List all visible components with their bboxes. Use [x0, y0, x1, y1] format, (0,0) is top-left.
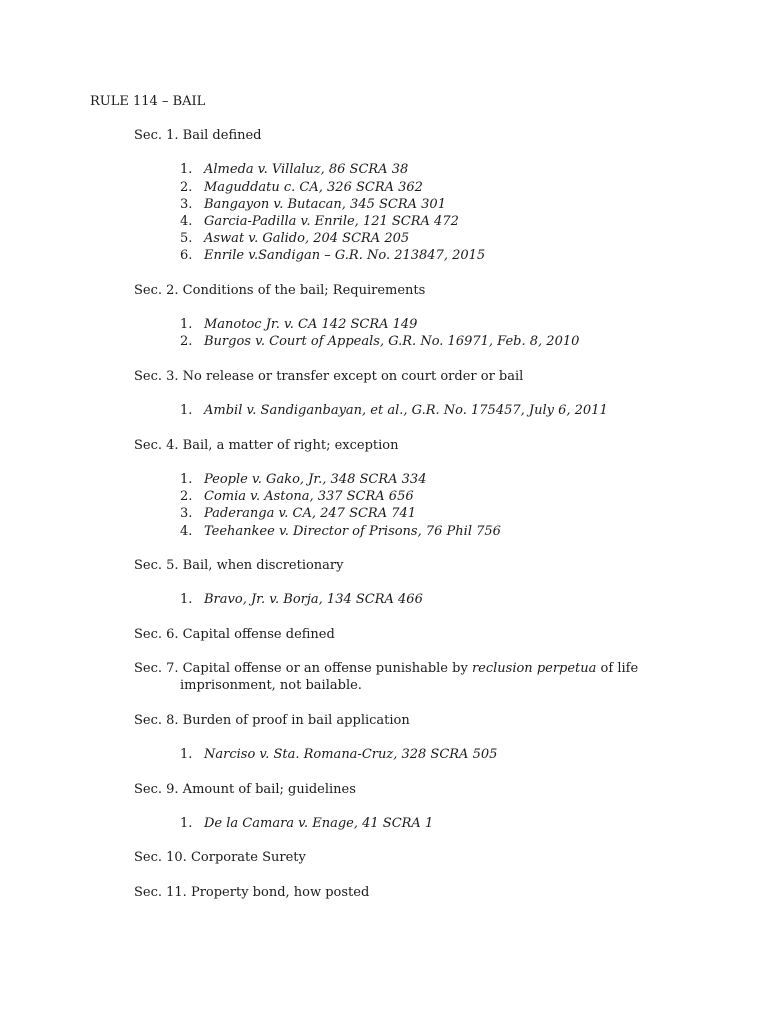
case-list — [134, 815, 734, 832]
section-heading-italic: reclusion perpetua — [471, 661, 597, 677]
case-list — [134, 746, 734, 763]
case-list — [134, 161, 734, 264]
case-citation: Teehankee v. Director of Prisons, 76 Phil 756 — [204, 523, 501, 539]
case-list — [134, 471, 734, 540]
case-citation: Manotoc Jr. v. CA 142 SCRA 149 — [204, 317, 418, 333]
section-1 — [134, 127, 734, 265]
case-citation: Bangayon v. Butacan, 345 SCRA 301 — [204, 196, 446, 212]
case-number: 4. — [180, 523, 193, 539]
case-item — [134, 247, 734, 264]
case-item — [134, 523, 734, 540]
section-3 — [134, 368, 734, 420]
section-heading: Sec. 8. Burden of proof in bail application — [134, 712, 410, 728]
case-number: 5. — [180, 231, 193, 247]
case-citation: Comia v. Astona, 337 SCRA 656 — [204, 489, 414, 505]
section-heading: Sec. 3. No release or transfer except on court order or bail — [134, 368, 524, 384]
case-citation: Bravo, Jr. v. Borja, 134 SCRA 466 — [204, 592, 423, 608]
section-heading: Sec. 6. Capital offense defined — [134, 626, 335, 642]
case-number: 2. — [180, 334, 193, 350]
case-citation: Maguddatu c. CA, 326 SCRA 362 — [204, 179, 423, 195]
case-item — [134, 471, 734, 488]
case-citation: People v. Gako, Jr., 348 SCRA 334 — [204, 471, 427, 487]
section-heading: Sec. 4. Bail, a matter of right; exception — [134, 437, 399, 453]
case-list — [134, 402, 734, 419]
case-number: 1. — [180, 403, 193, 419]
section-9 — [134, 781, 734, 833]
case-citation: Paderanga v. CA, 247 SCRA 741 — [204, 506, 417, 522]
case-citation: Aswat v. Galido, 204 SCRA 205 — [204, 231, 410, 247]
section-heading: Sec. 9. Amount of bail; guidelines — [134, 781, 356, 797]
case-item — [134, 213, 734, 230]
case-item — [134, 505, 734, 522]
case-item — [134, 161, 734, 178]
section-heading-text: Sec. 7. Capital offense or an offense punishable by — [134, 661, 472, 677]
case-number: 1. — [180, 815, 193, 831]
case-citation: Almeda v. Villaluz, 86 SCRA 38 — [204, 162, 409, 178]
section-heading: Sec. 11. Property bond, how posted — [134, 884, 370, 900]
case-number: 6. — [180, 248, 193, 264]
section-heading-continuation: imprisonment, not bailable. — [180, 678, 362, 694]
case-number: 2. — [180, 179, 193, 195]
case-number: 2. — [180, 489, 193, 505]
case-list — [134, 591, 734, 608]
case-number: 1. — [180, 162, 193, 178]
case-citation: Ambil v. Sandiganbayan, et al., G.R. No. 175457, July 6, 2011 — [204, 403, 608, 419]
section-heading-tail: of life — [596, 661, 639, 677]
section-8 — [134, 712, 734, 764]
case-item — [134, 815, 734, 832]
case-list — [134, 316, 734, 350]
section-6 — [134, 626, 734, 643]
case-item — [134, 316, 734, 333]
case-item — [134, 488, 734, 505]
case-item — [134, 402, 734, 419]
section-heading: Sec. 10. Corporate Surety — [134, 850, 306, 866]
section-heading — [134, 660, 734, 677]
case-number: 4. — [180, 214, 193, 229]
section-11 — [134, 884, 734, 901]
case-number: 3. — [180, 196, 193, 212]
case-citation: Narciso v. Sta. Romana-Cruz, 328 SCRA 505 — [204, 747, 498, 763]
case-item — [134, 179, 734, 196]
case-item — [134, 746, 734, 763]
case-citation: Garcia-Padilla v. Enrile, 121 SCRA 472 — [204, 214, 459, 229]
case-number: 1. — [180, 747, 193, 763]
section-2 — [134, 282, 734, 351]
section-heading: Sec. 1. Bail defined — [134, 128, 262, 143]
case-number: 1. — [180, 592, 193, 608]
case-citation: Burgos v. Court of Appeals, G.R. No. 16971, Feb. 8, 2010 — [204, 334, 580, 350]
case-item — [134, 230, 734, 247]
section-10 — [134, 849, 734, 866]
case-item — [134, 333, 734, 350]
case-number: 1. — [180, 317, 193, 333]
case-number: 3. — [180, 506, 193, 522]
case-item — [134, 591, 734, 608]
sections-list — [134, 127, 734, 918]
case-citation: Enrile v.Sandigan – G.R. No. 213847, 2015 — [204, 248, 486, 264]
section-heading: Sec. 2. Conditions of the bail; Requirements — [134, 282, 426, 298]
case-number: 1. — [180, 471, 193, 487]
case-item — [134, 196, 734, 213]
section-5 — [134, 557, 734, 609]
section-heading: Sec. 5. Bail, when discretionary — [134, 557, 344, 573]
document-title: RULE 114 – BAIL — [90, 94, 206, 109]
case-citation: De la Camara v. Enage, 41 SCRA 1 — [204, 815, 434, 831]
section-4 — [134, 437, 734, 540]
section-7 — [134, 660, 734, 694]
